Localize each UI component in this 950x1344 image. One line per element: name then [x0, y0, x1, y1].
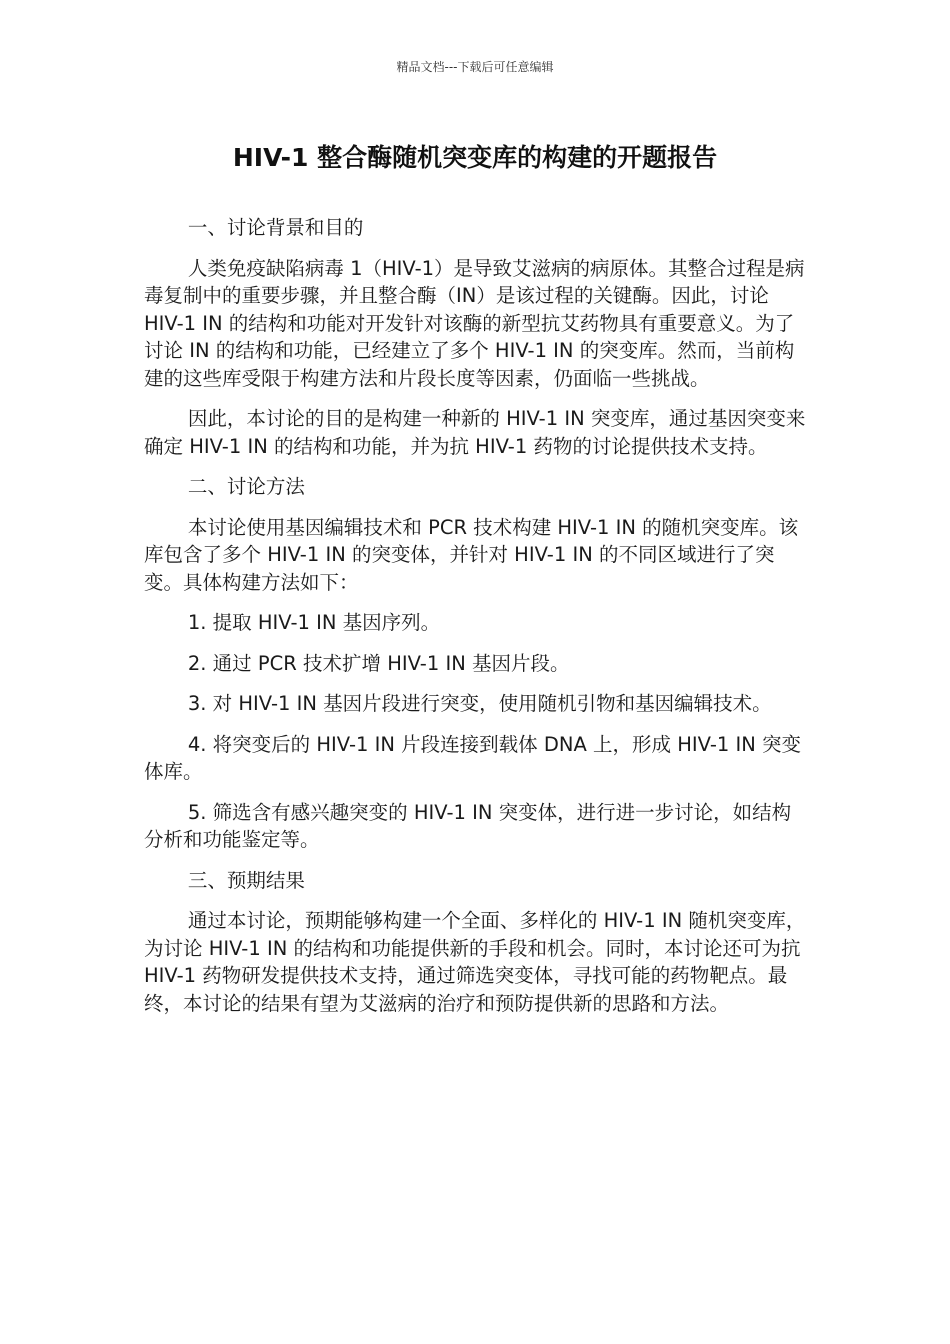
- method-step-1: 1. 提取 HIV-1 IN 基因序列。: [187, 611, 441, 634]
- header-note: 精品文档---下载后可任意编辑: [396, 60, 554, 74]
- paragraph-purpose: 因此，本讨论的目的是构建一种新的 HIV-1 IN 突变库，通过基因突变来确定 HIV-1 IN 的结构和功能，并为抗 HIV-1 药物的讨论提供技术支持。: [144, 407, 806, 458]
- paragraph-results: 通过本讨论，预期能够构建一个全面、多样化的 HIV-1 IN 随机突变库，为讨论 HIV-1 IN 的结构和功能提供新的手段和机会。同时，本讨论还可为抗 HIV-1 药物研发提供技术支持，通过筛选突变体，寻找可能的药物靶点。最终，本讨论的结果有望为艾滋病的治疗和预防提供新的思路和方法。: [144, 909, 806, 1015]
- paragraph-methods: 本讨论使用基因编辑技术和 PCR 技术构建 HIV-1 IN 的随机突变库。该库包含了多个 HIV-1 IN 的突变体，并针对 HIV-1 IN 的不同区域进行了突变。具体构建方法如下：: [144, 515, 799, 594]
- section-heading-methods: 二、讨论方法: [187, 475, 305, 498]
- method-step-3: 3. 对 HIV-1 IN 基因片段进行突变，使用随机引物和基因编辑技术。: [187, 692, 772, 715]
- section-heading-background: 一、讨论背景和目的: [187, 216, 364, 239]
- section-heading-results: 三、预期结果: [187, 868, 305, 892]
- paragraph-background: 人类免疫缺陷病毒 1（HIV-1）是导致艾滋病的病原体。其整合过程是病毒复制中的重要步骤，并且整合酶（IN）是该过程的关键酶。因此，讨论 HIV-1 IN 的结构和功能对开发针对该酶的新型抗艾药物具有重要意义。为了讨论 IN 的结构和功能，已经建立了多个 HIV-1 IN 的突变库。然而，当前构建的这些库受限于构建方法和片段长度等因素，仍面临一些挑战。: [144, 256, 805, 390]
- document-title: HIV-1 整合酶随机突变库的构建的开题报告: [232, 143, 718, 172]
- method-step-4: 4. 将突变后的 HIV-1 IN 片段连接到载体 DNA 上，形成 HIV-1 IN 突变体库。: [144, 732, 801, 783]
- document-body: [144, 214, 808, 1030]
- method-step-5: 5. 筛选含有感兴趣突变的 HIV-1 IN 突变体，进行进一步讨论，如结构分析和功能鉴定等。: [144, 800, 792, 851]
- method-step-2: 2. 通过 PCR 技术扩增 HIV-1 IN 基因片段。: [187, 651, 570, 675]
